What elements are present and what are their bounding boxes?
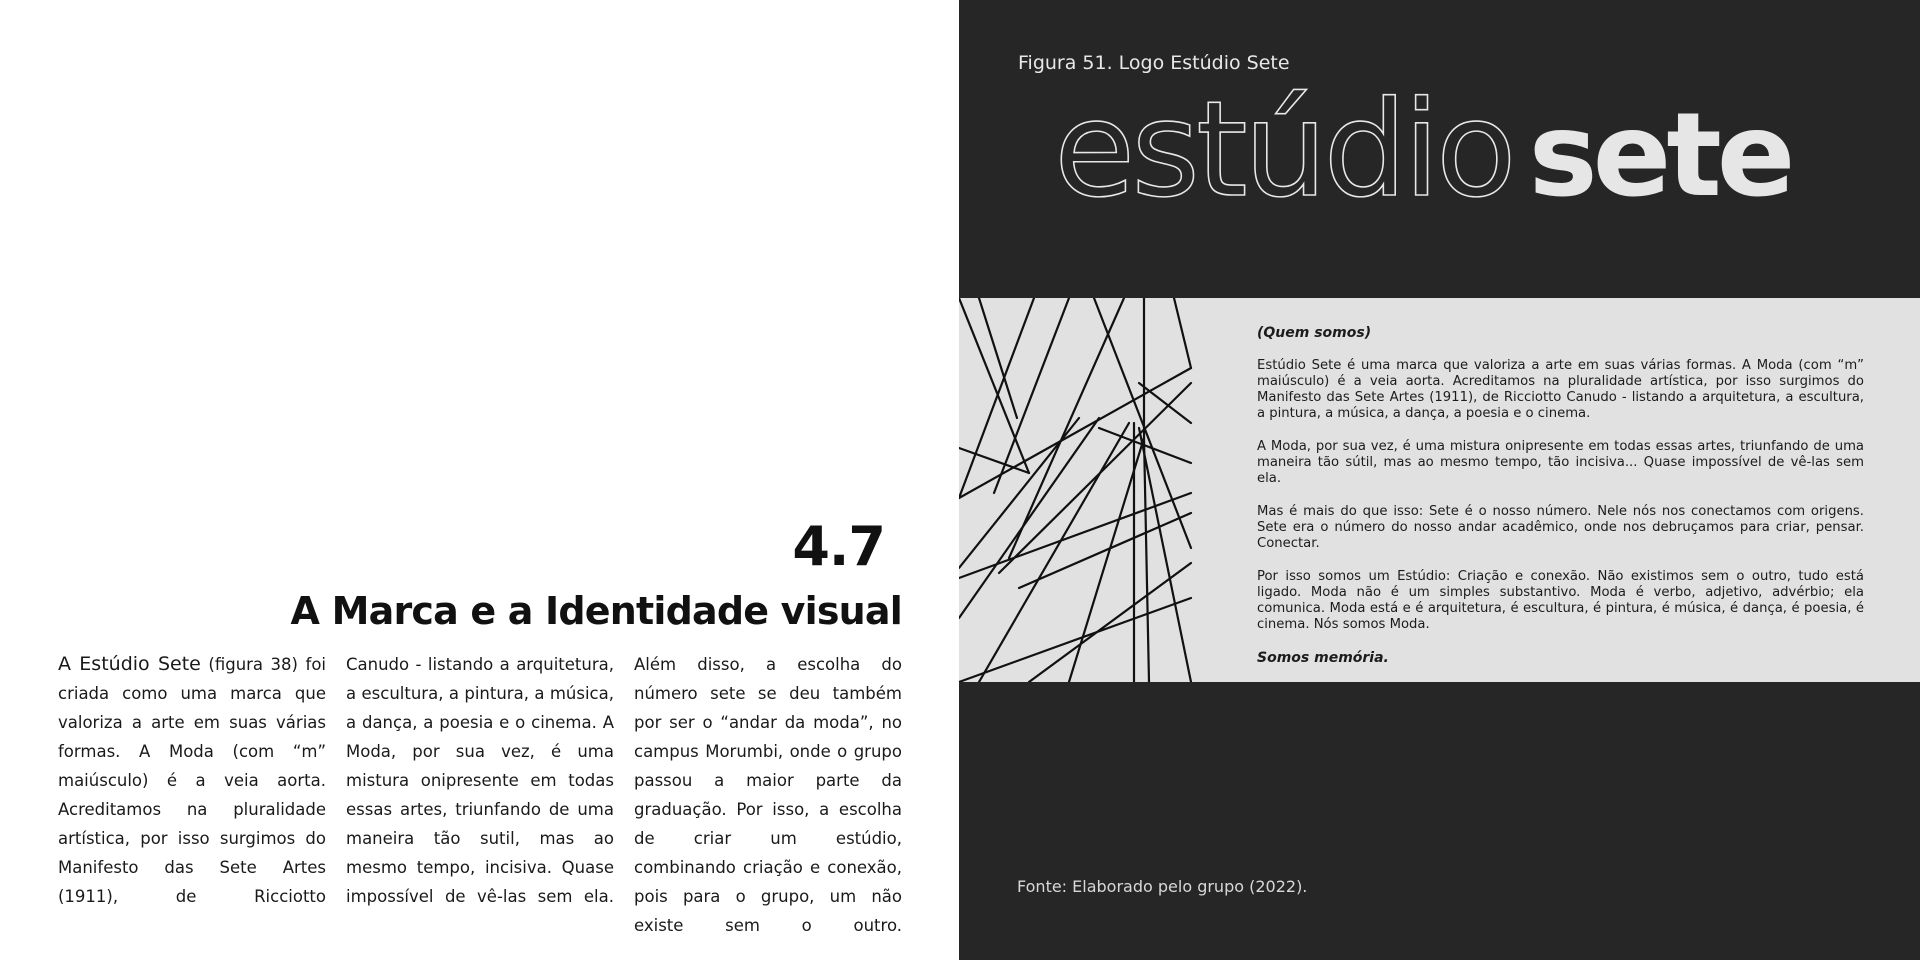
column-1-text: (figura 38) foi criada como uma marca que valoriza a arte em suas várias formas. A Moda (com “m” maiúsculo) é a veia aorta. Acreditamos na pluralidade artística, por isso surgimos do Manifesto das Sete Artes (1911), de Ricciotto	[58, 655, 326, 906]
brand-panel	[959, 298, 1920, 682]
logo-word-estudio: estúdio	[1054, 73, 1513, 227]
logo-word-sete: sete	[1528, 88, 1791, 223]
figure-source: Fonte: Elaborado pelo grupo (2022).	[1017, 877, 1308, 896]
body-column-2	[346, 650, 614, 911]
panel-paragraph-3: Mas é mais do que isso: Sete é o nosso número. Nele nós nos conectamos com origens. Sete era o número do nosso andar acadêmico, onde nos debruçamos para criar, pensar. Conectar.	[1257, 504, 1864, 551]
figure-caption: Figura 51. Logo Estúdio Sete	[1018, 52, 1290, 74]
left-page	[0, 0, 959, 960]
panel-paragraph-2: A Moda, por sua vez, é uma mistura onipresente em todas essas artes, triunfando de uma maneira tão sútil, mas ao mesmo tempo, tão incisiva... Quase impossível de vê-las sem ela.	[1257, 439, 1864, 486]
panel-text	[1257, 325, 1864, 666]
panel-heading: (Quem somos)	[1257, 325, 1372, 341]
right-page	[959, 0, 1920, 960]
section-number: 4.7	[792, 515, 885, 578]
panel-closing: Somos memória.	[1257, 650, 1389, 666]
body-column-1	[58, 650, 326, 911]
section-title: A Marca e a Identidade visual	[290, 589, 902, 633]
column-3-text: Além disso, a escolha do número sete se deu também por ser o “andar da moda”, no campus Morumbi, onde o grupo passou a maior parte da graduação. Por isso, a escolha de criar um estúdio, combinando criação e conexão, pois para o grupo, um não existe sem o outro.	[634, 655, 902, 935]
geometric-line-art	[959, 298, 1194, 682]
body-column-3	[634, 650, 902, 940]
panel-paragraph-4: Por isso somos um Estúdio: Criação e conexão. Não existimos sem o outro, tudo está ligado. Moda não é um simples substantivo. Moda é verbo, adjetivo, advérbio; ela comunica. Moda está e é arquitetura, é escultura, é pintura, é música, é dança, é poesia, é cinema. Nós somos Moda.	[1257, 569, 1864, 632]
panel-paragraph-1: Estúdio Sete é uma marca que valoriza a arte em suas várias formas. A Moda (com “m” maiúsculo) é a veia aorta. Acreditamos na pluralidade artística, por isso surgimos do Manifesto das Sete Artes (1911), de Ricciotto Canudo - listando a arquitetura, a escultura, a pintura, a música, a dança, a poesia e o cinema.	[1257, 358, 1864, 421]
estudio-sete-logo	[1054, 73, 1791, 227]
column-2-text: Canudo - listando a arquitetura, a escultura, a pintura, a música, a dança, a poesia e o cinema. A Moda, por sua vez, é uma mistura onipresente em todas essas artes, triunfando de uma maneira tão sutil, mas ao mesmo tempo, incisiva. Quase impossível de vê-las sem ela.	[346, 655, 614, 906]
lead-in: A Estúdio Sete	[58, 653, 201, 675]
